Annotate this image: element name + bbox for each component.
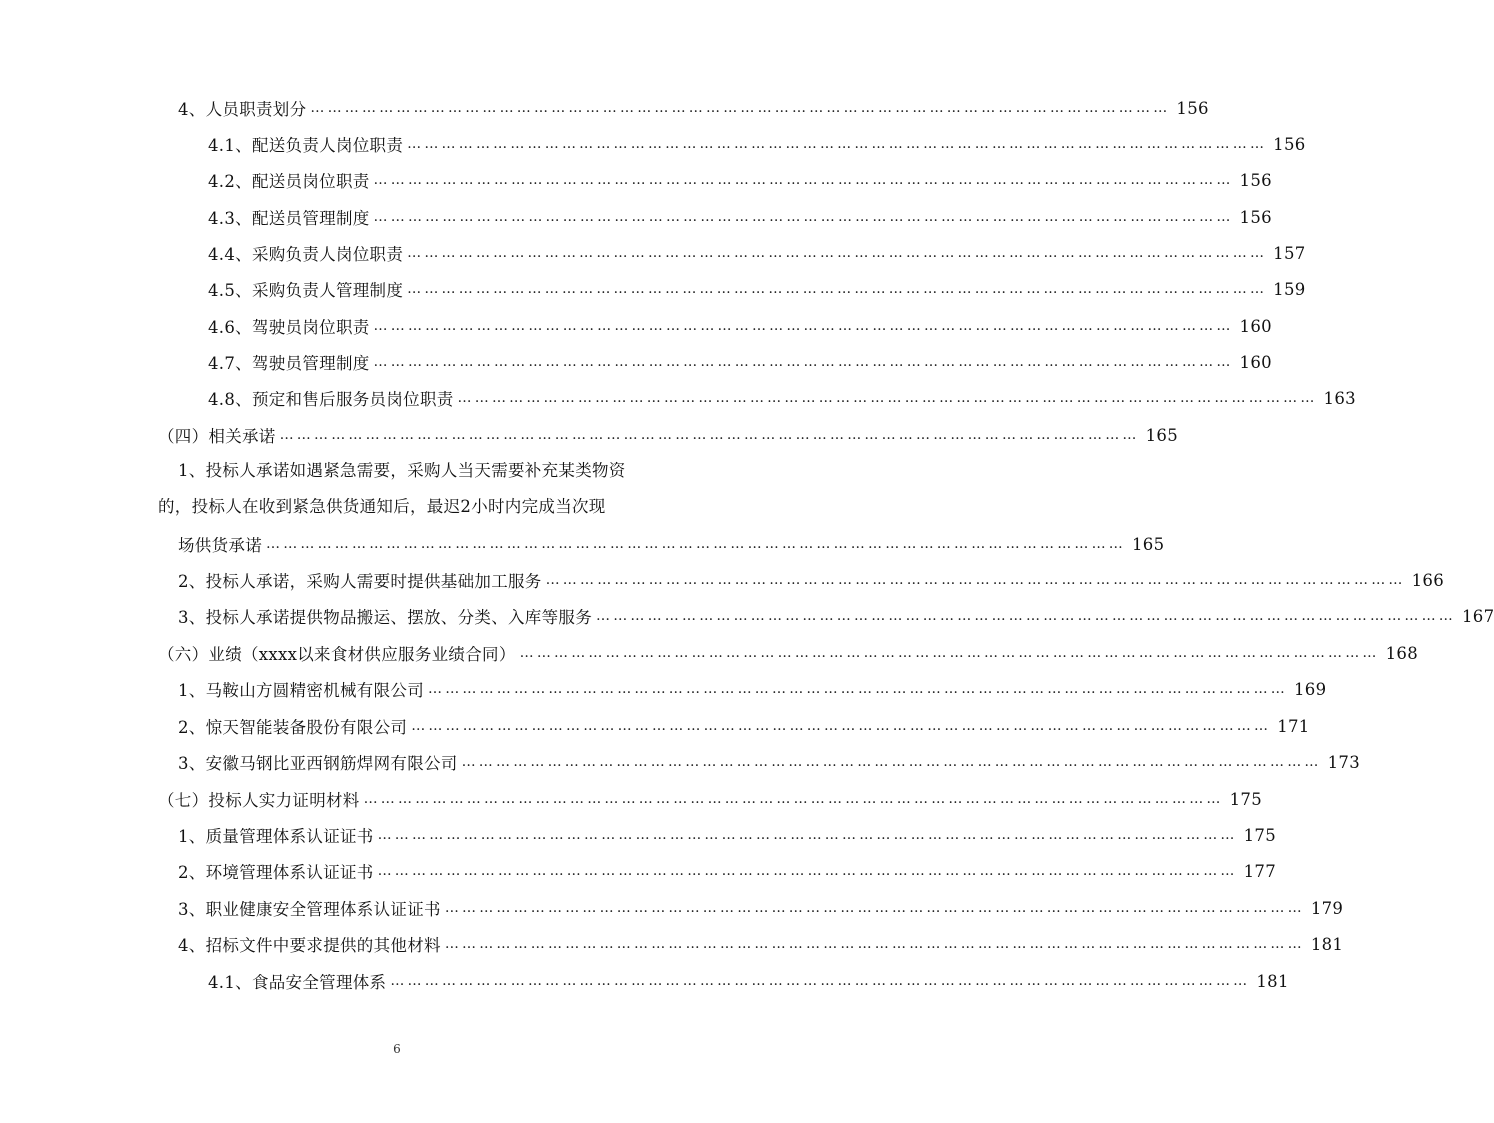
toc-page-number: 175 <box>1229 789 1263 809</box>
toc-entry[interactable] <box>208 383 1356 413</box>
toc-page-number: 179 <box>1310 898 1344 918</box>
toc-entry[interactable] <box>178 601 1494 631</box>
toc-entry[interactable] <box>178 929 1344 959</box>
toc-entry[interactable] <box>208 347 1272 377</box>
toc-entry[interactable] <box>178 93 1209 123</box>
toc-entry-title: 4.5、采购负责人管理制度 <box>208 281 404 300</box>
toc-page-number: 173 <box>1327 752 1361 772</box>
toc-dot-leader: …………………………………………………………………………………………………………………………………… <box>373 209 1234 225</box>
toc-entry[interactable] <box>208 274 1306 304</box>
toc-entry-title: （七）投标人实力证明材料 <box>158 791 360 810</box>
toc-dot-leader: …………………………………………………………………………………………………………………………………… <box>279 427 1140 443</box>
toc-entry-title: （六）业绩（xxxx以来食材供应服务业绩合同） <box>158 645 516 664</box>
toc-entry-title: （四）相关承诺 <box>158 427 276 446</box>
toc-page-number: 156 <box>1176 98 1209 118</box>
toc-entry-title: 2、投标人承诺，采购人需要时提供基础加工服务 <box>178 572 542 591</box>
toc-dot-leader: …………………………………………………………………………………………………………………………………… <box>545 572 1406 588</box>
toc-entry-title: 4、招标文件中要求提供的其他材料 <box>178 936 441 955</box>
toc-dot-leader: …………………………………………………………………………………………………………………………………… <box>444 900 1305 916</box>
toc-entry[interactable] <box>178 565 1445 595</box>
toc-page-number: 165 <box>1132 534 1165 554</box>
toc-entry-title: 3、安徽马钢比亚西钢筋焊网有限公司 <box>178 754 458 773</box>
toc-entry-title: 2、环境管理体系认证证书 <box>178 863 374 882</box>
toc-page-number: 159 <box>1273 279 1306 299</box>
toc-entry-title: 4.2、配送员岗位职责 <box>208 172 370 191</box>
toc-page-number: 157 <box>1273 243 1306 263</box>
toc-page-number: 167 <box>1462 606 1494 626</box>
page-number: 6 <box>393 1042 401 1056</box>
toc-entry-text-line: 的，投标人在收到紧急供货通知后，最迟2小时内完成当次现 <box>158 497 606 516</box>
toc-dot-leader: …………………………………………………………………………………………………………………………………… <box>461 754 1322 770</box>
toc-page-number: 169 <box>1294 679 1327 699</box>
toc-page-number: 156 <box>1273 134 1306 154</box>
toc-entry[interactable] <box>178 820 1277 850</box>
toc-entry[interactable] <box>158 420 1179 450</box>
toc-entry[interactable] <box>178 711 1310 741</box>
toc-entry[interactable] <box>158 784 1263 814</box>
toc-dot-leader: …………………………………………………………………………………………………………………………………… <box>373 318 1234 334</box>
toc-entry[interactable] <box>178 529 1165 559</box>
toc-dot-leader: …………………………………………………………………………………………………………………………………… <box>428 681 1288 697</box>
toc-entry[interactable] <box>178 747 1361 777</box>
toc-page-number: 160 <box>1239 352 1272 372</box>
toc-dot-leader: …………………………………………………………………………………………………………………………………… <box>373 354 1234 370</box>
toc-entry[interactable] <box>178 856 1277 886</box>
toc-dot-leader: …………………………………………………………………………………………………………………………………… <box>444 936 1305 952</box>
toc-entry-title: 4、人员职责划分 <box>178 100 307 119</box>
toc-dot-leader: …………………………………………………………………………………………………………………………………… <box>596 608 1456 624</box>
toc-dot-leader: …………………………………………………………………………………………………………………………………… <box>377 863 1238 879</box>
toc-entry[interactable] <box>208 966 1289 996</box>
toc-entry-text-line: 1、投标人承诺如遇紧急需要，采购人当天需要补充某类物资 <box>178 461 626 480</box>
toc-page-number: 166 <box>1411 570 1445 590</box>
toc-page-number: 177 <box>1243 861 1277 881</box>
toc-entry-title: 4.6、驾驶员岗位职责 <box>208 318 370 337</box>
toc-entry-title: 4.3、配送员管理制度 <box>208 209 370 228</box>
toc-entry[interactable] <box>208 202 1272 232</box>
toc-entry-title: 1、质量管理体系认证证书 <box>178 827 374 846</box>
toc-entry-title: 4.4、采购负责人岗位职责 <box>208 245 404 264</box>
toc-page-number: 171 <box>1277 716 1310 736</box>
toc-page-number: 163 <box>1323 388 1356 408</box>
toc-entry[interactable] <box>178 893 1344 923</box>
toc-page-number: 181 <box>1256 971 1289 991</box>
toc-dot-leader: …………………………………………………………………………………………………………………………………… <box>266 536 1126 552</box>
toc-entry-title: 4.8、预定和售后服务员岗位职责 <box>208 390 454 409</box>
toc-dot-leader: …………………………………………………………………………………………………………………………………… <box>411 718 1272 734</box>
toc-page-number: 181 <box>1310 934 1344 954</box>
toc-dot-leader: …………………………………………………………………………………………………………………………………… <box>407 281 1268 297</box>
toc-dot-leader: …………………………………………………………………………………………………………………………………… <box>377 827 1238 843</box>
toc-entry-title: 3、投标人承诺提供物品搬运、摆放、分类、入库等服务 <box>178 608 592 627</box>
toc-entry[interactable] <box>208 311 1272 341</box>
toc-page-number: 175 <box>1243 825 1277 845</box>
toc-entry-title: 3、职业健康安全管理体系认证证书 <box>178 900 441 919</box>
toc-dot-leader: …………………………………………………………………………………………………………………………………… <box>407 136 1268 152</box>
toc-entry-title: 4.7、驾驶员管理制度 <box>208 354 370 373</box>
toc-dot-leader: …………………………………………………………………………………………………………………………………… <box>407 245 1268 261</box>
toc-dot-leader: …………………………………………………………………………………………………………………………………… <box>363 791 1224 807</box>
toc-entry[interactable] <box>178 674 1327 704</box>
toc-page-number: 156 <box>1239 207 1272 227</box>
toc-entry-title: 2、惊天智能装备股份有限公司 <box>178 718 408 737</box>
toc-dot-leader: …………………………………………………………………………………………………………………………………… <box>457 390 1318 406</box>
toc-dot-leader: …………………………………………………………………………………………………………………………………… <box>390 973 1251 989</box>
toc-entry-title: 1、马鞍山方圆精密机械有限公司 <box>178 681 424 700</box>
toc-page-number: 160 <box>1239 316 1272 336</box>
toc-dot-leader: …………………………………………………………………………………………………………………………………… <box>519 645 1380 661</box>
toc-entry[interactable] <box>208 238 1306 268</box>
toc-entry-title: 场供货承诺 <box>178 536 262 555</box>
toc-entry[interactable] <box>208 129 1306 159</box>
toc-dot-leader: …………………………………………………………………………………………………………………………………… <box>310 100 1171 116</box>
toc-page-number: 156 <box>1239 170 1272 190</box>
toc-entry[interactable] <box>208 165 1272 195</box>
toc-entry[interactable] <box>158 638 1419 668</box>
toc-entry-title: 4.1、食品安全管理体系 <box>208 973 387 992</box>
toc-page-number: 165 <box>1145 425 1179 445</box>
toc-dot-leader: …………………………………………………………………………………………………………………………………… <box>373 172 1234 188</box>
toc-page-number: 168 <box>1385 643 1419 663</box>
toc-entry-title: 4.1、配送负责人岗位职责 <box>208 136 404 155</box>
